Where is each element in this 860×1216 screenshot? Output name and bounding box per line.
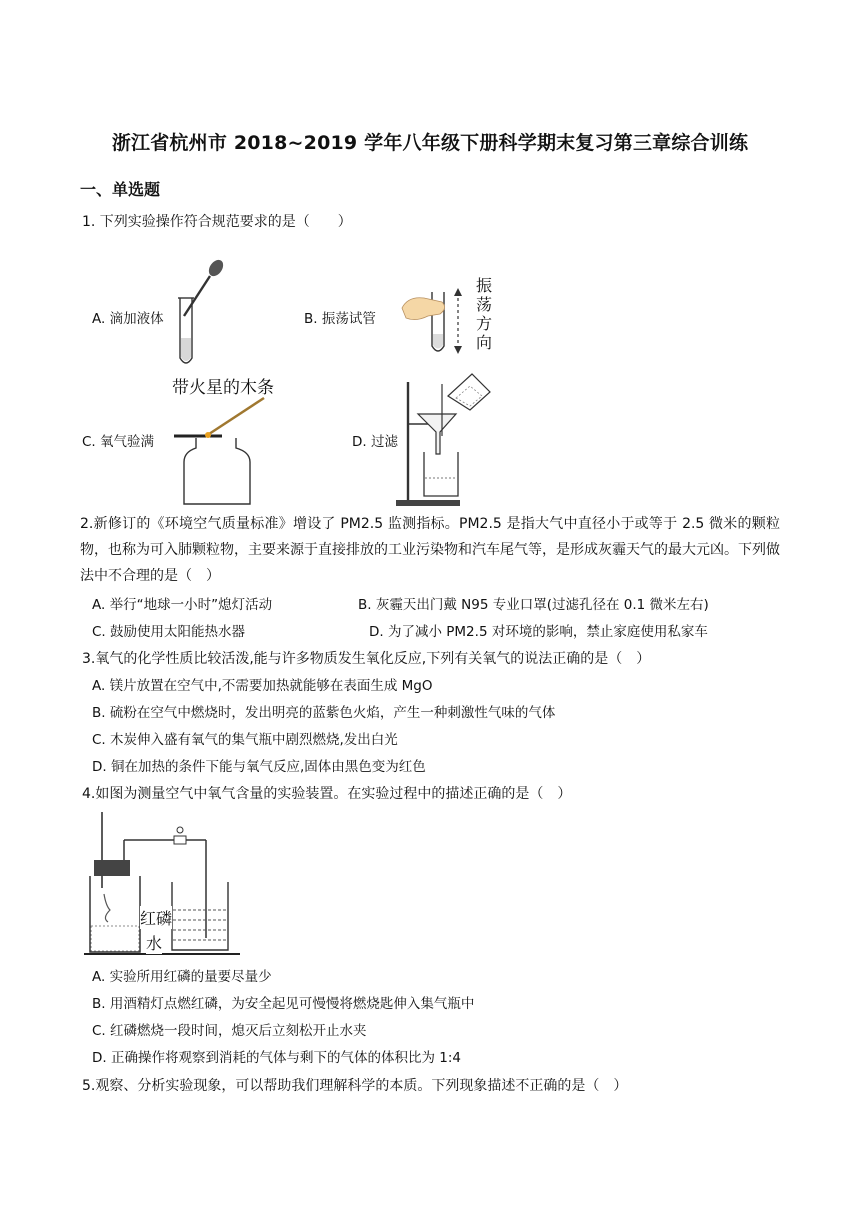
section-heading: 一、单选题 [80, 180, 161, 199]
q2-option-b: B. 灰霾天出门戴 N95 专业口罩(过滤孔径在 0.1 微米左右) [358, 597, 709, 613]
shake-char-3: 方 [476, 314, 493, 333]
shake-char-1: 振 [476, 276, 493, 295]
q1-option-c: C. 氧气验满 [82, 434, 155, 450]
q1-option-a: A. 滴加液体 [92, 311, 164, 327]
q4-option-d: D. 正确操作将观察到消耗的气体与剩下的气体的体积比为 1:4 [92, 1050, 461, 1066]
q2-option-a: A. 举行“地球一小时”熄灯活动 [92, 597, 273, 613]
page-title: 浙江省杭州市 2018~2019 学年八年级下册科学期末复习第三章综合训练 [111, 132, 749, 154]
shake-char-2: 荡 [476, 295, 493, 314]
question-2-stem: 2.新修订的《环境空气质量标准》增设了 PM2.5 监测指标。PM2.5 是指大气中直径小于或等于 2.5 微米的颗粒物，也称为可入肺颗粒物，主要来源于直接排放的工业污染物和汽车尾气等，是形成灰霾天气的最大元凶。下列做法中不合理的是（ ） [80, 516, 780, 584]
q3-option-a: A. 镁片放置在空气中,不需要加热就能够在表面生成 MgO [92, 678, 433, 694]
q4-option-b: B. 用酒精灯点燃红磷，为安全起见可慢慢将燃烧匙伸入集气瓶中 [92, 996, 475, 1012]
question-3-stem: 3.氧气的化学性质比较活泼,能与许多物质发生氧化反应,下列有关氧气的说法正确的是（ ） [82, 651, 651, 667]
dropper-test-tube-figure [170, 258, 230, 370]
q3-option-d: D. 铜在加热的条件下能与氧气反应,固体由黑色变为红色 [92, 759, 426, 775]
q1-option-b: B. 振荡试管 [304, 311, 376, 327]
question-1-stem: 1. 下列实验操作符合规范要求的是（ ） [82, 214, 352, 230]
q4-option-c: C. 红磷燃烧一段时间，熄灭后立刻松开止水夹 [92, 1023, 367, 1039]
q2-option-c: C. 鼓励使用太阳能热水器 [92, 624, 246, 640]
water-label: 水 [146, 931, 162, 954]
filtration-figure [394, 374, 494, 508]
q3-option-b: B. 硫粉在空气中燃烧时，发出明亮的蓝紫色火焰，产生一种刺激性气味的气体 [92, 705, 556, 721]
oxygen-bottle-figure [170, 396, 280, 508]
q2-option-d: D. 为了减小 PM2.5 对环境的影响，禁止家庭使用私家车 [369, 624, 708, 640]
question-4-stem: 4.如图为测量空气中氧气含量的实验装置。在实验过程中的描述正确的是（ ） [82, 786, 572, 802]
q4-option-a: A. 实验所用红磷的量要尽量少 [92, 969, 272, 985]
q3-option-c: C. 木炭伸入盛有氧气的集气瓶中剧烈燃烧,发出白光 [92, 732, 398, 748]
shake-direction-label [476, 276, 494, 352]
shake-char-4: 向 [476, 333, 493, 352]
question-5-stem: 5.观察、分析实验现象，可以帮助我们理解科学的本质。下列现象描述不正确的是（ ） [82, 1078, 628, 1094]
red-phosphorus-label: 红磷 [140, 906, 172, 929]
shaking-test-tube-figure [398, 288, 468, 358]
q1-option-d: D. 过滤 [352, 434, 398, 450]
glowing-stick-label: 带火星的木条 [172, 378, 274, 398]
